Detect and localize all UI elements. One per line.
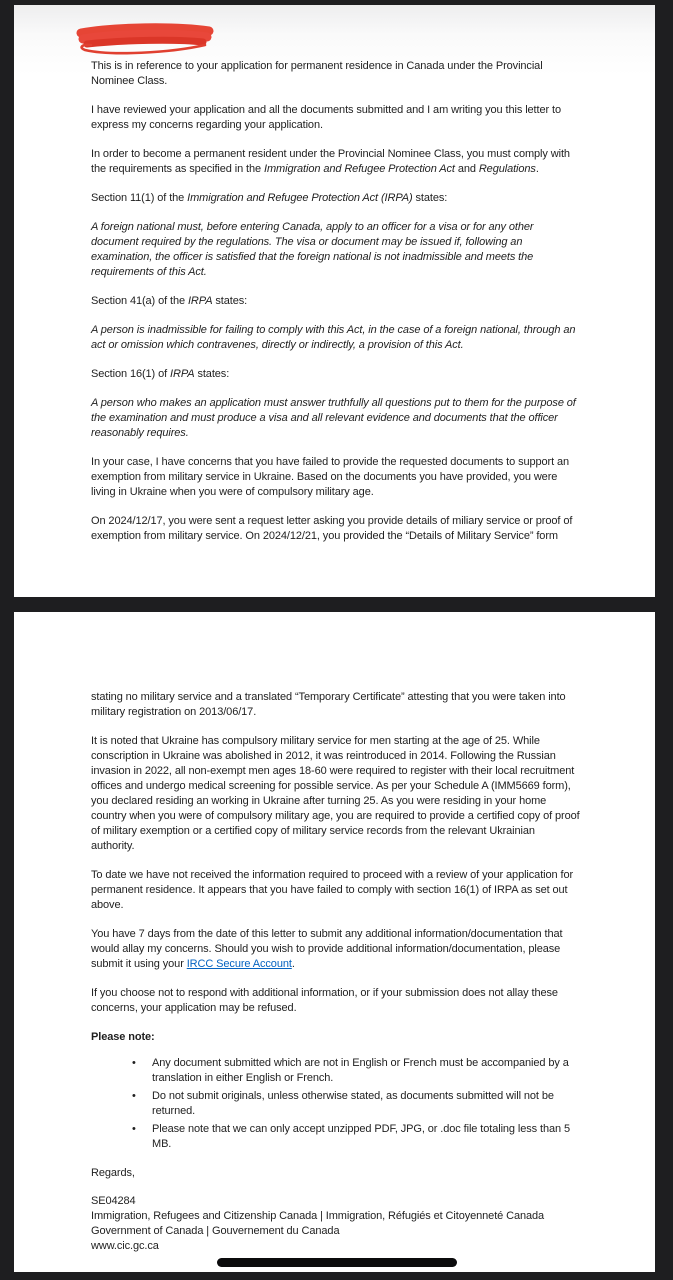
letter-page-2	[14, 612, 655, 1272]
signature-officer-id: SE04284	[91, 1195, 136, 1207]
list-item	[91, 1122, 581, 1152]
bullet-text-filesize: Please note that we can only accept unzipped PDF, JPG, or .doc file totaling less than 5 MB.	[152, 1123, 571, 1150]
heading-section-16: Section 16(1) of IRPA states:	[91, 368, 230, 380]
letter-page-1	[14, 5, 655, 597]
quote-section-16: A person who makes an application must answer truthfully all questions put to them for the purpose of the examination and must produce a visa and all relevant evidence and documents that the officer reasonably requires.	[91, 397, 576, 439]
signature-department: Immigration, Refugees and Citizenship Canada | Immigration, Réfugiés et Citoyenneté Canada	[91, 1210, 545, 1222]
bullet-icon: •	[132, 1090, 136, 1102]
closing-regards: Regards,	[91, 1167, 135, 1179]
bullet-icon: •	[132, 1123, 136, 1135]
list-item	[91, 1056, 581, 1086]
paragraph-requirements: In order to become a permanent resident under the Provincial Nominee Class, you must comply with the requirements as specified in the Immigration and Refugee Protection Act and Regulations.	[91, 148, 570, 175]
home-indicator[interactable]	[217, 1258, 457, 1267]
paragraph-reviewed: I have reviewed your application and all the documents submitted and I am writing you this letter to express my concerns regarding your application.	[91, 104, 561, 131]
heading-section-11: Section 11(1) of the Immigration and Refugee Protection Act (IRPA) states:	[91, 192, 448, 204]
paragraph-intro: This is in reference to your application for permanent residence in Canada under the Provincial Nominee Class.	[91, 60, 543, 87]
salutation-text: Dear Y	[91, 30, 125, 42]
signature-block	[91, 1194, 581, 1254]
paragraph-request-letter: On 2024/12/17, you were sent a request letter asking you provide details of miliary service or proof of exemption from military service. On 2024/12/21, you provided the “Details of Military Service” form	[91, 515, 573, 542]
paragraph-conscription: It is noted that Ukraine has compulsory military service for men starting at the age of 25. While conscription in Ukraine was abolished in 2012, it was reintroduced in 2014. Following the Russian invasion in 2022, all non-exempt men ages 18-60 were required to register with their local recruitment offices and undergo medical screening for possible service. As per your Schedule A (IMM5669 form), you declared residing an working in Ukraine after turning 25. As you were residing in your home country when you were of compulsory military age, you are required to provide a certified copy of proof of military exemption or a certified copy of military service records from the relevant Ukrainian authority.	[91, 735, 580, 852]
ircc-secure-account-link[interactable]: IRCC Secure Account	[186, 958, 292, 970]
quote-section-11: A foreign national must, before entering Canada, apply to an officer for a visa or for any other document required by the regulations. The visa or document may be issued if, following an examination, the officer is satisfied that the foreign national is not inadmissible and meets the requirements of this Act.	[91, 221, 534, 278]
paragraph-seven-days: You have 7 days from the date of this letter to submit any additional information/documentation that would allay my concerns. Should you wish to provide additional information/documentation, please submit it using your IRCC Secure Account.	[91, 928, 563, 970]
salutation-row	[91, 25, 581, 53]
paragraph-concerns: In your case, I have concerns that you have failed to provide the requested documents to support an exemption from military service in Ukraine. Based on the documents you have provided, you were living in Ukraine when you were of compulsory military age.	[91, 456, 570, 498]
signature-website: www.cic.gc.ca	[91, 1240, 159, 1252]
quote-section-41a: A person is inadmissible for failing to comply with this Act, in the case of a foreign national, through an act or omission which contravenes, directly or indirectly, a provision of this Act.	[91, 324, 576, 351]
bullet-text-translation: Any document submitted which are not in English or French must be accompanied by a translation in either English or French.	[152, 1057, 569, 1084]
please-note-heading: Please note:	[91, 1031, 155, 1043]
paragraph-not-received: To date we have not received the information required to proceed with a review of your application for permanent residence. It appears that you have failed to comply with section 16(1) of IRPA as set out above.	[91, 869, 574, 911]
redaction-scribble-icon	[75, 23, 215, 59]
list-item	[91, 1089, 581, 1119]
signature-government: Government of Canada | Gouvernement du Canada	[91, 1225, 340, 1237]
heading-section-41a: Section 41(a) of the IRPA states:	[91, 295, 248, 307]
bullet-list	[91, 1056, 581, 1152]
bullet-icon: •	[132, 1057, 136, 1069]
bullet-text-originals: Do not submit originals, unless otherwise stated, as documents submitted will not be returned.	[152, 1090, 554, 1117]
paragraph-certificate: stating no military service and a translated “Temporary Certificate” attesting that you were taken into military registration on 2013/06/17.	[91, 691, 566, 718]
paragraph-refused: If you choose not to respond with additional information, or if your submission does not allay these concerns, your application may be refused.	[91, 987, 558, 1014]
